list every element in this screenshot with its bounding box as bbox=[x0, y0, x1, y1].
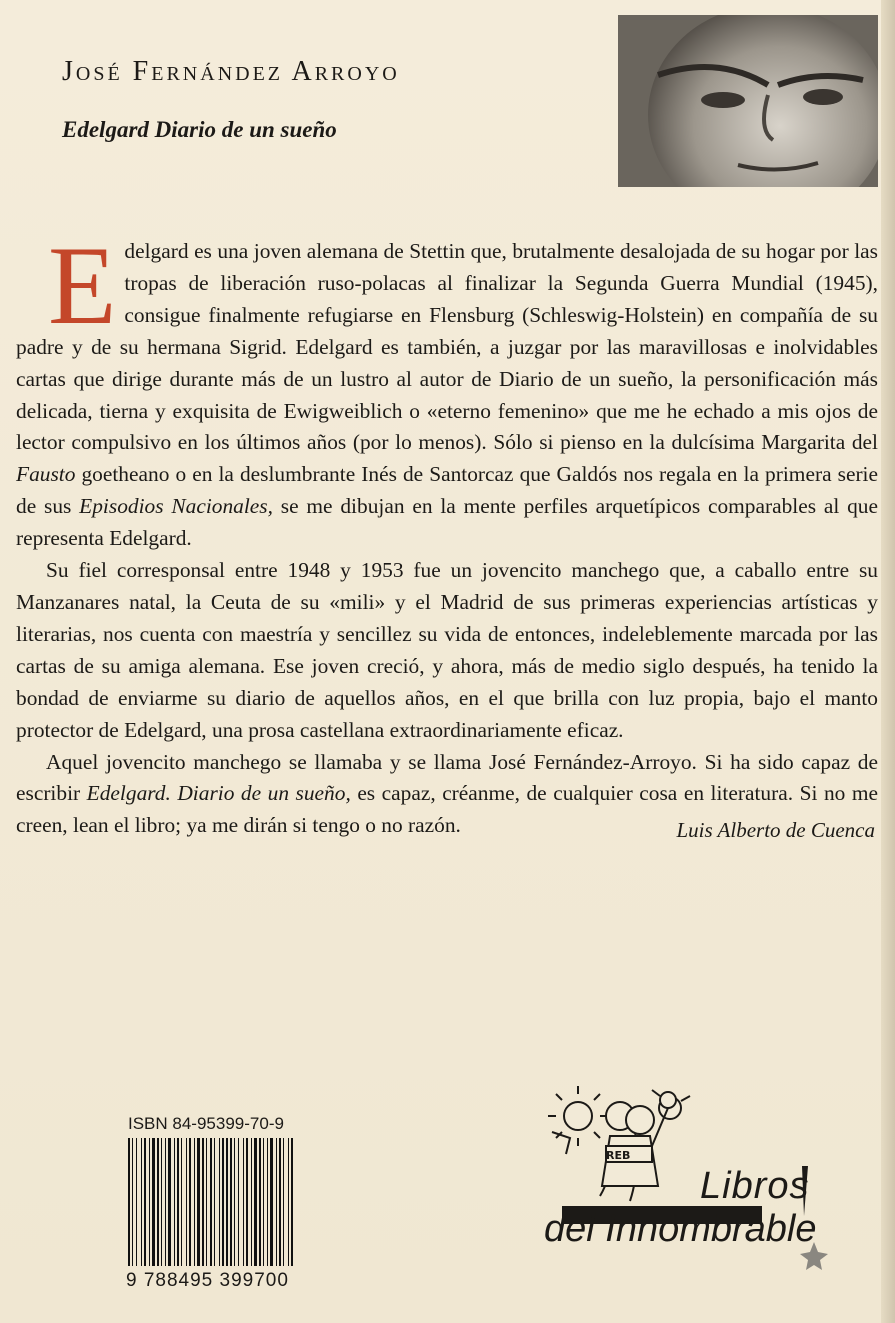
barcode-bar bbox=[267, 1138, 268, 1266]
barcode-bar bbox=[165, 1138, 166, 1266]
blurb-signature: Luis Alberto de Cuenca bbox=[676, 818, 875, 842]
barcode-bar bbox=[141, 1138, 142, 1266]
blurb-p3-text-1: Aquel jovencito manchego se llamaba y se llama José Fernández-Arroyo. Si ha sido capaz de escribir bbox=[16, 749, 878, 806]
barcode-bar bbox=[254, 1138, 257, 1266]
publisher-logo-line-1: Libros bbox=[700, 1165, 810, 1207]
barcode-bar bbox=[152, 1138, 155, 1266]
barcode-bar bbox=[210, 1138, 212, 1266]
isbn-barcode bbox=[128, 1138, 296, 1266]
barcode-bar bbox=[263, 1138, 264, 1266]
barcode-bar bbox=[177, 1138, 179, 1266]
barcode-bar bbox=[157, 1138, 159, 1266]
barcode-bar bbox=[291, 1138, 293, 1266]
barcode-bar bbox=[174, 1138, 175, 1266]
barcode-bar bbox=[279, 1138, 281, 1266]
barcode-bar bbox=[230, 1138, 232, 1266]
back-cover-blurb bbox=[16, 224, 878, 842]
barcode-bar bbox=[270, 1138, 273, 1266]
barcode-bar bbox=[251, 1138, 252, 1266]
barcode-bar bbox=[128, 1138, 130, 1266]
barcode-bar bbox=[144, 1138, 146, 1266]
blurb-p1-italic-1: Fausto bbox=[16, 462, 76, 487]
barcode-bar bbox=[259, 1138, 261, 1266]
book-title: Edelgard Diario de un sueño bbox=[62, 117, 337, 142]
barcode-bar bbox=[186, 1138, 187, 1266]
barcode-bar bbox=[219, 1138, 220, 1266]
barcode-bar bbox=[194, 1138, 195, 1266]
barcode-bar bbox=[206, 1138, 207, 1266]
author-portrait bbox=[618, 15, 878, 187]
blurb-p1-text-3: se me dibujan en la mente perfiles arquetípicos comparables al que representa Edelgard. bbox=[16, 494, 878, 551]
barcode-bar bbox=[161, 1138, 162, 1266]
barcode-bar bbox=[202, 1138, 204, 1266]
blurb-p3-text-2: es capaz, créanme, de cualquier cosa en literatura. Si no me creen, lean el libro; ya me dirán si tengo o no razón. bbox=[16, 781, 878, 838]
barcode-bar bbox=[132, 1138, 133, 1266]
blurb-paragraph-1 bbox=[16, 224, 878, 555]
barcode-bar bbox=[288, 1138, 289, 1266]
barcode-bar bbox=[197, 1138, 200, 1266]
author-name: José Fernández Arroyo bbox=[62, 56, 400, 87]
barcode-bar bbox=[222, 1138, 224, 1266]
barcode-bar bbox=[181, 1138, 182, 1266]
portrait-photo bbox=[618, 15, 878, 187]
barcode-bar bbox=[238, 1138, 239, 1266]
barcode-bar bbox=[246, 1138, 248, 1266]
blurb-p1-italic-2: Episodios Nacionales, bbox=[79, 494, 273, 519]
barcode-bar bbox=[243, 1138, 244, 1266]
barcode-bar bbox=[234, 1138, 235, 1266]
blurb-p1-text-1: delgard es una joven alemana de Stettin que, brutalmente desalojada de su hogar por las tropas de liberación ruso-polacas al finalizar la Segunda Guerra Mundial (1945), consigue finalmente refugiarse en Flensburg (Schleswig-Holstein) en compañía de su padre y de su hermana Sigrid. Edelgard es también, a juzgar por las maravillosas e inolvidables cartas que dirige durante más de un lustro al autor de Diario de un sueño, la personificación más delicada, tierna y exquisita de Ewigweiblich o «eterno femenino» que me he echado a mis ojos de lector compulsivo en los últimos años (por lo menos). Sólo si pienso en la dulcísima Margarita del bbox=[16, 239, 878, 455]
barcode-bar bbox=[276, 1138, 277, 1266]
drop-cap: E bbox=[48, 224, 117, 348]
blurb-p1-text-2: goetheano o en la deslumbrante Inés de Santorcaz que Galdós nos regala en la primera serie de sus bbox=[16, 462, 878, 519]
barcode-bar bbox=[226, 1138, 228, 1266]
emblem-banner-text: REB bbox=[606, 1149, 631, 1162]
blurb-p3-italic: Edelgard. Diario de un sueño, bbox=[86, 781, 351, 806]
blurb-paragraph-2: Su fiel corresponsal entre 1948 y 1953 fue un jovencito manchego que, a caballo entre su Manzanares natal, la Ceuta de su «mili» y el Madrid de sus primeras experiencias artísticas y literarias, nos cuenta con maestría y sencillez su vida de entonces, indeleblemente marcada por las cartas de su amiga alemana. Ese joven creció, y ahora, más de medio siglo después, ha tenido la bondad de enviarme su diario de aquellos años, en el que brilla con luz propia, bajo el manto protector de Edelgard, una prosa castellana extraordinariamente eficaz. bbox=[16, 558, 878, 742]
barcode-bar bbox=[168, 1138, 171, 1266]
cover-edge bbox=[881, 0, 895, 1323]
isbn-label: ISBN 84-95399-70-9 bbox=[128, 1114, 284, 1133]
ean-number: 9 788495 399700 bbox=[126, 1270, 289, 1291]
barcode-bar bbox=[283, 1138, 284, 1266]
barcode-bar bbox=[189, 1138, 191, 1266]
barcode-bar bbox=[136, 1138, 137, 1266]
publisher-logo-line-2: del Innombrable bbox=[544, 1208, 817, 1250]
barcode-bar bbox=[149, 1138, 150, 1266]
barcode-bar bbox=[214, 1138, 215, 1266]
